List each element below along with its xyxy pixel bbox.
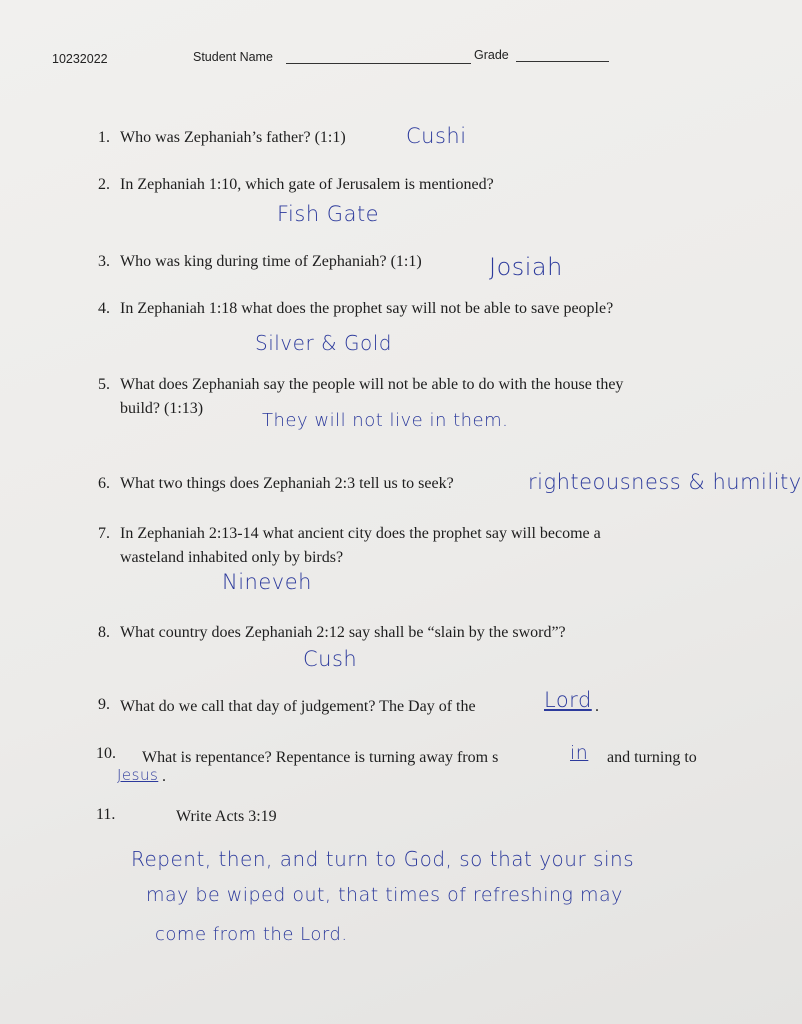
- handwritten-blank-answer: in: [570, 742, 589, 764]
- question-text: Write Acts 3:19: [176, 808, 277, 825]
- question-number: 4.: [98, 300, 110, 317]
- handwritten-answer: Lord: [544, 688, 592, 712]
- handwritten-answer: Cushi: [406, 124, 467, 148]
- question-text: What do we call that day of judgement? The Day of the: [120, 698, 476, 715]
- grade-blank[interactable]: [516, 61, 609, 62]
- question-number: 5.: [98, 376, 110, 393]
- question-text: Who was king during time of Zephaniah? (1:1): [120, 253, 422, 270]
- period: .: [595, 698, 599, 715]
- question-text: In Zephaniah 1:18 what does the prophet say will not be able to save people?: [120, 300, 614, 317]
- question-text: What country does Zephaniah 2:12 say shall be “slain by the sword”?: [120, 624, 566, 641]
- handwritten-answer: Josiah: [489, 253, 563, 281]
- question-number: 3.: [98, 253, 110, 270]
- question-number: 1.: [98, 129, 110, 146]
- question-text: In Zephaniah 2:13-14 what ancient city does the prophet say will become a: [120, 525, 601, 542]
- question-text: Who was Zephaniah’s father? (1:1): [120, 129, 346, 146]
- question-number: 9.: [98, 696, 110, 713]
- document-id: 10232022: [52, 52, 108, 66]
- question-text: wasteland inhabited only by birds?: [120, 549, 344, 566]
- handwritten-answer: They will not live in them.: [262, 410, 509, 431]
- handwritten-answer: Nineveh: [222, 570, 312, 594]
- question-number: 10.: [96, 745, 116, 762]
- question-text: and turning to: [607, 749, 697, 766]
- handwritten-answer: righteousness & humility: [528, 470, 802, 494]
- question-text: What two things does Zephaniah 2:3 tell us to seek?: [120, 475, 454, 492]
- question-number: 8.: [98, 624, 110, 641]
- question-text: What does Zephaniah say the people will not be able to do with the house they: [120, 376, 624, 393]
- handwritten-answer: Fish Gate: [277, 202, 380, 226]
- handwritten-verse-line: may be wiped out, that times of refreshing may: [146, 884, 623, 906]
- grade-label: Grade: [474, 48, 509, 62]
- handwritten-answer: Silver & Gold: [255, 331, 392, 355]
- question-text: In Zephaniah 1:10, which gate of Jerusalem is mentioned?: [120, 176, 494, 193]
- question-text: What is repentance? Repentance is turning away from s: [142, 749, 499, 766]
- question-number: 7.: [98, 525, 110, 542]
- student-name-blank[interactable]: [286, 63, 471, 64]
- handwritten-answer: Jesus: [117, 766, 159, 784]
- period: .: [162, 768, 166, 785]
- handwritten-verse-line: come from the Lord.: [155, 924, 348, 945]
- handwritten-verse-line: Repent, then, and turn to God, so that your sins: [131, 847, 635, 871]
- student-name-label: Student Name: [193, 50, 273, 64]
- question-number: 6.: [98, 475, 110, 492]
- question-text: build? (1:13): [120, 400, 204, 417]
- question-number: 11.: [96, 806, 116, 823]
- question-number: 2.: [98, 176, 110, 193]
- handwritten-answer: Cush: [303, 647, 358, 671]
